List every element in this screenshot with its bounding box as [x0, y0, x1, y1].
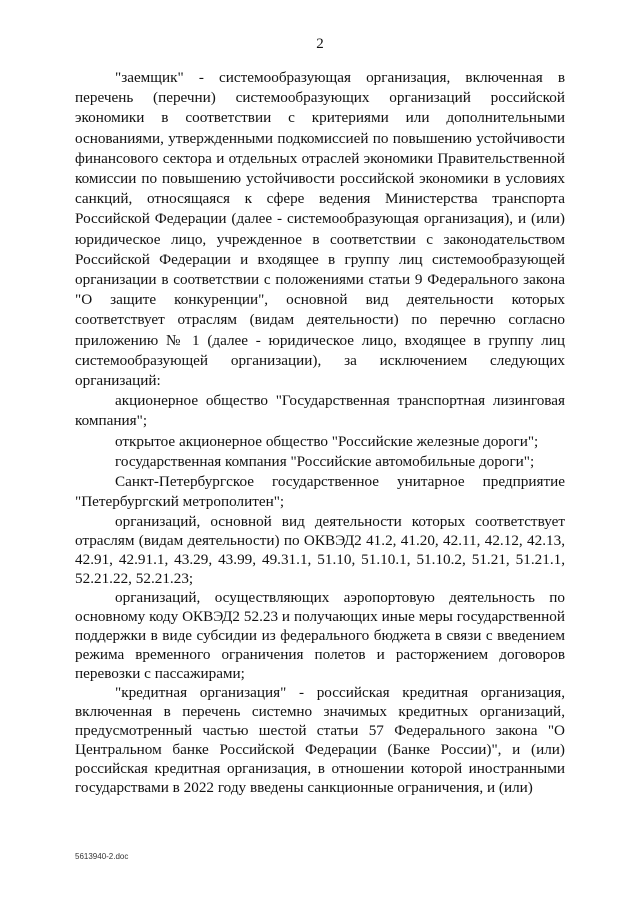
paragraph-exclusion-okved: организаций, основной вид деятельности которых соответствует отраслям (видам деятельности) по ОКВЭД2 41.2, 41.20, 42.11, 42.12, 42.13, 42.91, 42.91.1, 43.29, 43.99, 49.31.1, 51.10, 51.10.1, 51.10.2, 51.21, 51.21.1, 52.21.22, 52.21.23; — [75, 513, 565, 588]
document-file-code: 5613940-2.doc — [75, 852, 129, 861]
paragraph-exclusion-metro: Санкт-Петербургское государственное унитарное предприятие "Петербургский метрополитен"; — [75, 473, 565, 511]
document-body — [75, 68, 565, 797]
paragraph-credit-organization-definition: "кредитная организация" - российская кредитная организация, включенная в перечень системно значимых кредитных организаций, предусмотренный частью шестой статьи 57 Федерального закона "О Центральном банке Российской Федерации (Банке России)", и (или) российская кредитная организация, в отношении которой иностранными государствами в 2022 году введены санкционные ограничения, и (или) — [75, 684, 565, 797]
paragraph-exclusion-gtlk: акционерное общество "Государственная транспортная лизинговая компания"; — [75, 392, 565, 430]
paragraph-exclusion-airports: организаций, осуществляющих аэропортовую деятельность по основному коду ОКВЭД2 52.23 и получающих иные меры государственной поддержки в виде субсидии из федерального бюджета в связи с введением режима временного ограничения полетов и расторжением договоров перевозки с пассажирами; — [75, 589, 565, 683]
paragraph-exclusion-rzd: открытое акционерное общество "Российские железные дороги"; — [115, 432, 539, 450]
paragraph-borrower-definition: "заемщик" - системообразующая организация, включенная в перечень (перечни) системообразующих организаций российской экономики в соответствии с критериями или дополнительными основаниями, утвержденными подкомиссией по повышению устойчивости финансового сектора и отдельных отраслей экономики Правительственной комиссии по повышению устойчивости российской экономики в условиях санкций, относящаяся к сфере ведения Министерства транспорта Российской Федерации (далее - системообразующая организация), и (или) юридическое лицо, учрежденное в соответствии с законодательством Российской Федерации и входящее в группу лиц системообразующей организации в соответствии с положениями статьи 9 Федерального закона "О защите конкуренции", основной вид деятельности которых соответствует отраслям (видам деятельности) по перечню согласно приложению № 1 (далее - юридическое лицо, входящее в группу лиц системообразующей организации), за исключением следующих организаций: — [75, 69, 565, 390]
page-number: 2 — [316, 36, 324, 52]
paragraph-exclusion-avtodor: государственная компания "Российские автомобильные дороги"; — [115, 452, 535, 470]
